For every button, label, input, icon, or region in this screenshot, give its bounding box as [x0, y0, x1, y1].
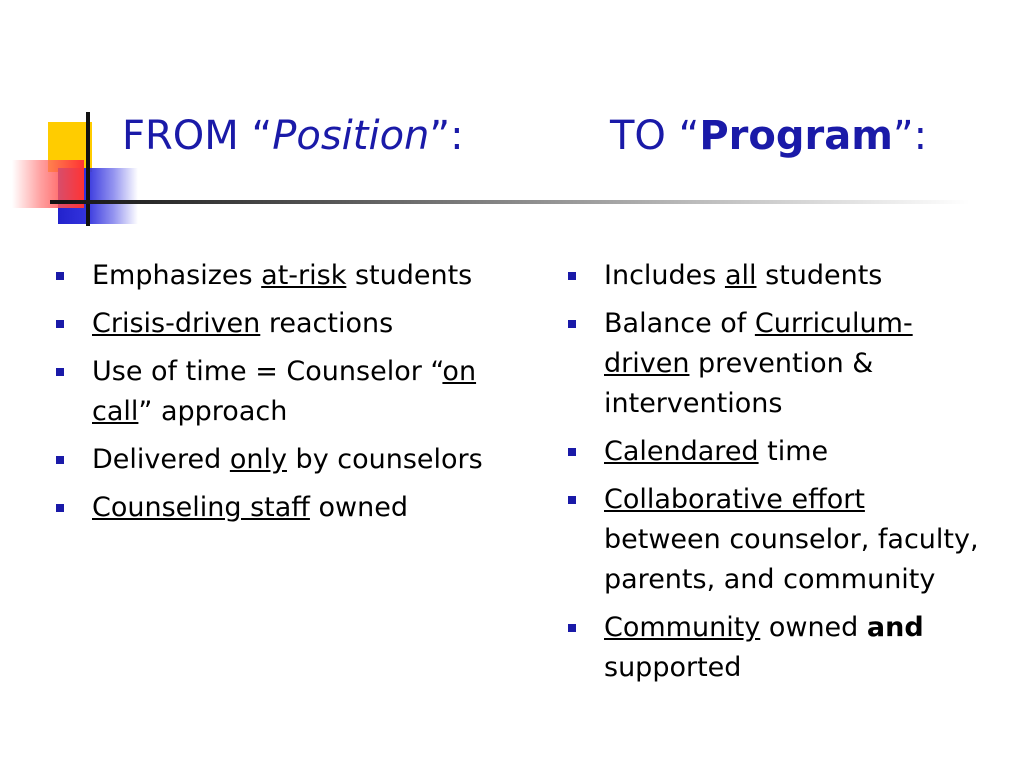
item-text: owned [309, 492, 408, 523]
square-bullet-icon [56, 504, 64, 512]
item-emphasis: Collaborative effort [604, 484, 865, 515]
to-bullet-item [564, 608, 984, 688]
item-text: students [346, 260, 473, 291]
from-bullet-item [52, 352, 492, 432]
square-bullet-icon [568, 320, 576, 328]
square-bullet-icon [568, 496, 576, 504]
item-text: ” approach [138, 396, 288, 427]
item-text: between counselor, faculty, parents, and community [604, 524, 979, 595]
to-bullet-item [564, 480, 984, 600]
item-text: Balance of [604, 308, 755, 339]
square-bullet-icon [56, 368, 64, 376]
square-bullet-icon [568, 624, 576, 632]
item-text: supported [604, 652, 742, 683]
item-text: by counselors [286, 444, 483, 475]
to-bullet-item [564, 256, 984, 296]
square-bullet-icon [56, 272, 64, 280]
from-bullet-item [52, 256, 492, 296]
item-emphasis: Community [604, 612, 761, 643]
to-bullet-list [564, 256, 984, 696]
square-bullet-icon [56, 320, 64, 328]
item-emphasis: all [724, 260, 757, 291]
from-bullet-list [52, 256, 492, 536]
title-to-prefix: TO “ [610, 113, 700, 159]
item-text: students [756, 260, 883, 291]
item-text: Delivered [92, 444, 230, 475]
item-emphasis: Calendared [604, 436, 759, 467]
title-to-word: Program [699, 113, 893, 159]
title-from-suffix: ”: [429, 113, 464, 159]
item-emphasis: only [229, 444, 287, 475]
item-text: Use of time = Counselor “ [92, 356, 443, 387]
from-bullet-item [52, 440, 492, 480]
item-emphasis: Curriculum-driven [604, 308, 913, 379]
title-from-word: Position [272, 113, 430, 159]
title-from-prefix: FROM “ [122, 113, 273, 159]
square-bullet-icon [56, 456, 64, 464]
item-text: Includes [604, 260, 725, 291]
square-bullet-icon [568, 448, 576, 456]
title-to-suffix: ”: [892, 113, 928, 159]
item-text: reactions [260, 308, 394, 339]
item-emphasis: Crisis-driven [92, 308, 261, 339]
item-text: owned [760, 612, 867, 643]
from-bullet-item [52, 488, 492, 528]
item-text: time [758, 436, 829, 467]
item-emphasis: on call [92, 356, 477, 427]
item-text: Emphasizes [92, 260, 262, 291]
to-bullet-item [564, 304, 984, 424]
title-underline-rule [50, 200, 970, 204]
item-emphasis: at-risk [261, 260, 347, 291]
item-strong: and [866, 612, 924, 643]
vertical-rule [86, 112, 90, 226]
square-bullet-icon [568, 272, 576, 280]
title-from [122, 112, 464, 160]
item-text: prevention & interventions [604, 348, 874, 419]
from-bullet-item [52, 304, 492, 344]
to-bullet-item [564, 432, 984, 472]
item-emphasis: Counseling staff [92, 492, 310, 523]
title-to [610, 112, 927, 160]
